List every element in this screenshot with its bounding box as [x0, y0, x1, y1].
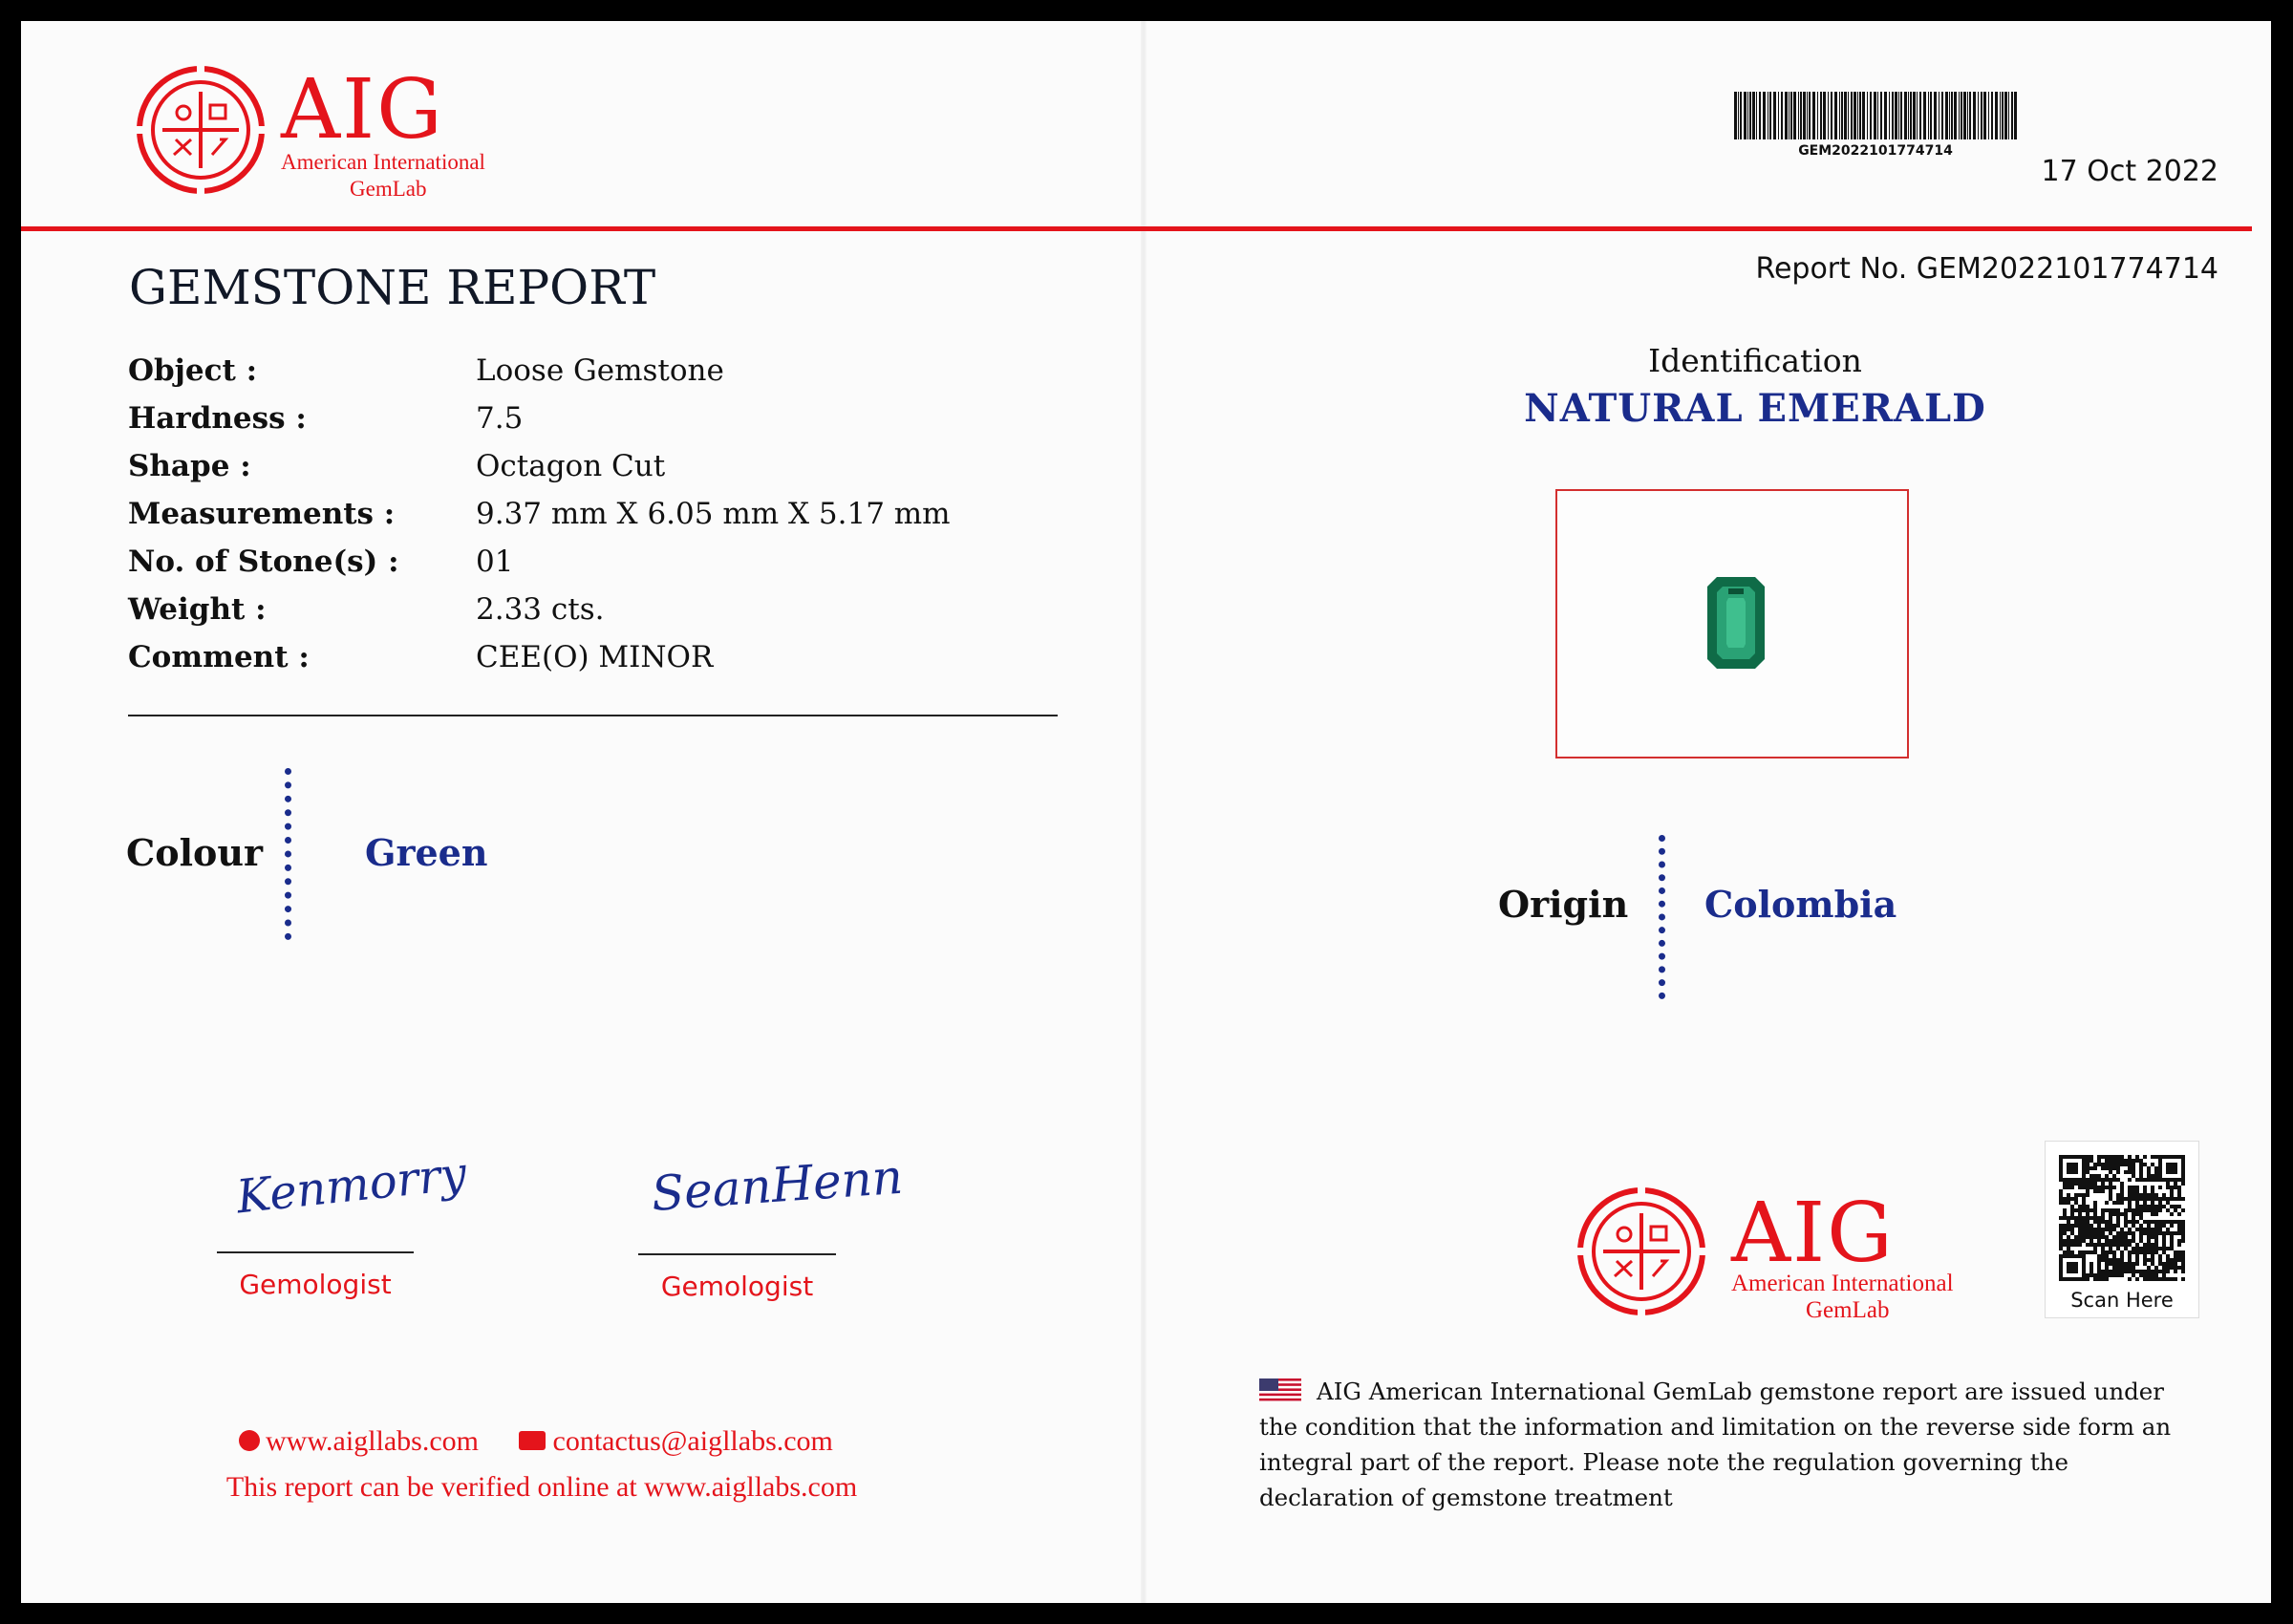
detail-label: Comment : — [128, 640, 310, 674]
signature-2-role: Gemologist — [660, 1271, 814, 1302]
signature-2-image — [642, 1135, 905, 1230]
detail-label: Hardness : — [128, 401, 307, 436]
colour-value: Green — [365, 831, 488, 874]
detail-label: Object : — [128, 353, 258, 388]
qr-label: Scan Here — [2070, 1289, 2174, 1312]
detail-row — [128, 545, 988, 590]
detail-value: 01 — [476, 545, 514, 579]
detail-label: No. of Stone(s) : — [128, 545, 399, 579]
detail-row — [128, 497, 988, 543]
disclaimer — [1259, 1374, 2205, 1515]
detail-value: Loose Gemstone — [476, 353, 724, 388]
globe-icon — [239, 1430, 260, 1451]
details-divider — [128, 715, 1058, 716]
logo-line2-bottom: GemLab — [1806, 1297, 1890, 1323]
report-number: Report No. GEM2022101774714 — [1755, 252, 2218, 286]
emerald-gem-image — [1707, 577, 1765, 669]
signature-1-role: Gemologist — [239, 1269, 392, 1300]
colour-label: Colour — [126, 831, 264, 874]
svg-text:SeanHenn: SeanHenn — [649, 1148, 905, 1222]
page-fold — [1141, 21, 1146, 1603]
signature-2-line — [638, 1253, 836, 1255]
detail-label: Weight : — [128, 592, 267, 627]
footer-contacts — [239, 1425, 833, 1458]
qr-code-icon — [2059, 1155, 2185, 1281]
origin-dotted-divider — [1659, 835, 1665, 999]
barcode-number: GEM2022101774714 — [1798, 143, 1953, 159]
email-link[interactable]: contactus@aigllabs.com — [552, 1425, 833, 1457]
signature-1-image — [229, 1137, 469, 1229]
certificate-sheet — [21, 21, 2271, 1603]
header-rule — [21, 226, 2252, 231]
svg-text:Kenmorry: Kenmorry — [233, 1146, 469, 1225]
colour-dotted-divider — [285, 768, 291, 940]
origin-value: Colombia — [1704, 883, 1897, 926]
us-flag-icon — [1259, 1378, 1301, 1401]
detail-row — [128, 640, 988, 686]
qr-panel[interactable] — [2045, 1141, 2199, 1318]
logo-line1-bottom: American International — [1731, 1271, 1954, 1296]
page-title: GEMSTONE REPORT — [129, 260, 656, 315]
signature-1-line — [217, 1251, 414, 1253]
detail-value: 2.33 cts. — [476, 592, 605, 627]
detail-row — [128, 353, 988, 399]
logo-line2: GemLab — [350, 177, 427, 201]
detail-label: Measurements : — [128, 497, 396, 531]
envelope-icon — [519, 1431, 546, 1450]
website-link[interactable]: www.aigllabs.com — [266, 1425, 480, 1457]
detail-value: Octagon Cut — [476, 449, 666, 483]
report-date: 17 Oct 2022 — [2041, 155, 2218, 188]
barcode-icon — [1734, 92, 2017, 139]
detail-value: CEE(O) MINOR — [476, 640, 714, 674]
logo-line1: American International — [281, 150, 485, 174]
gem-photo-frame — [1555, 489, 1909, 759]
aig-logo-text — [281, 62, 485, 203]
detail-value: 7.5 — [476, 401, 524, 436]
disclaimer-text: AIG American International GemLab gemstone report are issued under the condition that the information and limitation on the reverse side form an integral part of the report. Please note the regulation governing the declaration of gemstone treatment — [1259, 1378, 2172, 1511]
identification-value: NATURAL EMERALD — [1524, 386, 1986, 431]
detail-row — [128, 592, 988, 638]
detail-value: 9.37 mm X 6.05 mm X 5.17 mm — [476, 497, 951, 531]
logo-brand: AIG — [281, 62, 444, 158]
identification-label: Identification — [1648, 342, 1862, 379]
detail-row — [128, 401, 988, 447]
aig-seal-icon — [134, 63, 268, 197]
origin-label: Origin — [1498, 883, 1629, 926]
verify-text: This report can be verified online at www.aigllabs.com — [225, 1471, 858, 1503]
detail-label: Shape : — [128, 449, 251, 483]
aig-seal-icon-bottom — [1575, 1185, 1708, 1318]
detail-row — [128, 449, 988, 495]
logo-brand-bottom: AIG — [1731, 1186, 1895, 1281]
aig-logo-text-bottom — [1731, 1186, 1954, 1324]
